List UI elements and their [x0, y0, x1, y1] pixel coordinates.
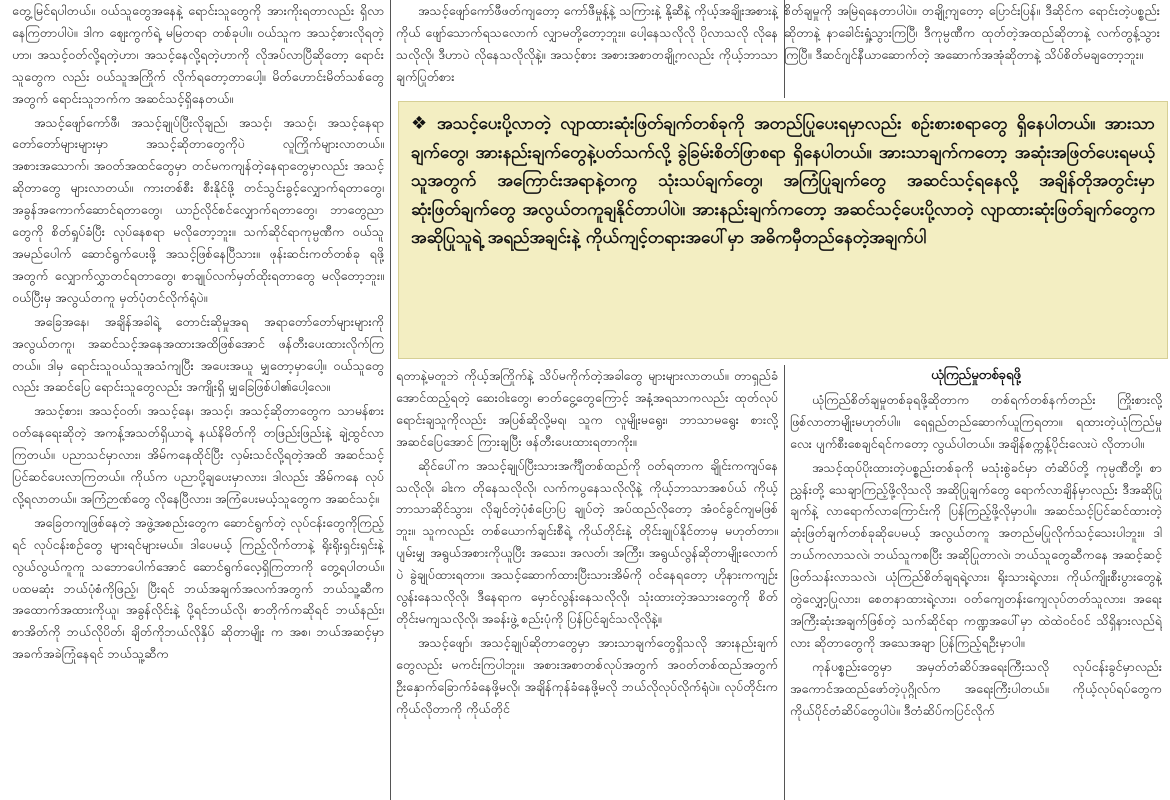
paragraph: ဆိုင်ပေါ်က အသင့်ချုပ်ပြီးသားအင်္ကျီတစ်ထည်ကို ဝတ်ရတာက ချိုင်းကကျပ်နေသလိုလို၊ ခါးက တိုနေသလိုလို၊ လက်ကပွနေသလိုလိုနဲ့ ကိုယ့်ဘာသာအစပ်ယ် ကိုယ့်ဘာသာဆိုင်သွား၊ လိုချင်တဲ့ပုံစံပြောပြ ချုပ်တဲ့ အပ်ထည်လိုတော့ အံဝင်ခွင်ကျမဖြစ်ဘူး။ သူကလည်း တစ်ယောက်ချင်းစီရဲ့ ကိုယ်တိုင်းနဲ့ တိုင်းချုပ်နိုင်တာမှ မဟုတ်တာ။ ပျမ်းမျှ အရွယ်အစားကိုယူပြီး အသေး၊ အလတ်၊ အကြီး၊ အရွယ်လွန်ဆိုတာမျိုးလောက်ပဲ ခွဲချုပ်ထားရတာ။ အသင့်ဆောက်ထားပြီးသားအိမ်ကို ဝင်နေရတော့ ဟိုနားကကျဉ်းလွန်းနေသလိုလို၊ ဒီနေရာက မှောင်လွန်းနေသလိုလို၊ သုံးထားတဲ့အသားတွေကို စိတ်တိုင်းမကျသလိုလို၊ အခန်းဖွဲ့ စည်းပုံကို ပြန်ပြင်ချင်သလိုလိုနဲ့။: [396, 457, 778, 626]
paragraph: အခြေတကျဖြစ်နေတဲ့ အဖွဲ့အစည်းတွေက ဆောင်ရွက်တဲ့ လုပ်ငန်းတွေကိုကြည့်ရင် လုပ်ငန်းစဉ်တွေ များရင်များမယ်။ ဒါပေမယ့် ကြည့်လိုက်တာနဲ့ ရိုးရိုးရှင်းရှင်းနဲ့ လွယ်လွယ်ကူကူ သဘောပေါက်အောင် ဆောင်ရွက်လေ့ရှိကြတာကို တွေ့ရပါတယ်။ ပထမဆုံး ဘယ်ပုံစံကိုဖြည့်၊ ပြီးရင် ဘယ်အချက်အလက်အတွက် ဘယ်သူ့ဆီက အထောက်အထားကိုယူ၊ အခွန်လိုင်းနဲ့ ပို့ရင်ဘယ်လို၊ စာတိုက်ကဆိုရင် ဘယ်နည်း၊ စာအိတ်ကို ဘယ်လိုပိတ်၊ ချိတ်ကိုဘယ်လိုနှိပ် ဆိုတာမျိုး က အစ၊ ဘယ်အဆင့်မှာ အခက်အခဲကြုံနေရင် ဘယ်သူ့ဆီက: [12, 514, 384, 662]
article-column-right-bottom: [790, 365, 1162, 800]
article-column-middle-top: [396, 0, 785, 98]
paragraph: ယုံကြည်စိတ်ချမှုတစ်ခုရဖို့ဆိုတာက တစ်ရက်တစ်နက်တည်း ကြိုးစားလို့ဖြစ်လာတာမျိုးမဟုတ်ပါ။ ရေရှည်တည်ဆောက်ယူကြရတာ။ ရထားတဲ့ယုံကြည်မှုလေး ပျက်စီးစေချင်ရင်ကတော့ လွယ်ပါတယ်။ အချိန်စက္ကန့်ပိုင်းလေးပဲ လိုတာပါ။: [790, 391, 1162, 451]
diamond-bullet-icon: ❖: [411, 113, 428, 134]
section-heading: ယုံကြည်မှုတစ်ခုရဖို့: [931, 368, 1021, 383]
paragraph: အသင့်ဖျော်၊ အသင့်ချုပ်ဆိုတာတွေမှာ အားသာချက်တွေရှိသလို အားနည်းချက်တွေလည်း မကင်းကြပါဘူး။ အစားအစာတစ်လုပ်အတွက် အဝတ်တစ်ထည်အတွက် ဦးနှောက်ခြောက်ခံနေဖို့မလို၊ အချိန်ကုန်ခံနေဖို့မလို ဘယ်လိုလုပ်လိုက်ရုံပဲ။ လုပ်တိုင်းက ကိုယ်လိုတာကို ကိုယ်တိုင်: [396, 634, 778, 716]
paragraph: အသင့်ဖျော်ကော်ဖီဖတ်ကျတော့ ကော်ဖီမှုန့်နဲ့ သကြားနဲ့ နို့ဆီနဲ့ ကိုယ့်အချိုးအစားနဲ့ကိုယ် ဖျော်သောက်ရသလောက် လျှာမတို့တော့ဘူး။ ပေါ့နေသလိုလို ပိုလာသလို လိုနေသလိုလို၊ ဒီဟာပဲ လိုနေသလိုလိုနဲ့။ အသင့်စား အစားအစာတချို့ကလည်း ကိုယ့်ဘာသာချက်ပြုတ်စား: [396, 3, 778, 84]
article-column-right-top: [784, 0, 1160, 98]
paragraph: ရတာနဲ့မတူဘဲ ကိုယ့်အကြိုက်နဲ့ သိပ်မကိုက်တဲ့အခါတွေ များများလာတယ်။ တာရှည်ခံအောင်ထည့်ရတဲ့ ဆေးဝါးတွေ၊ ဓာတ်ငွေ့တွေကြောင့် အနံ့အရသာကလည်း ထုတ်လုပ်ရောင်းချသူကိုလည်း အပြစ်ဆိုလို့မရ၊ သူက လူမျိုးမရွေး၊ ဘာသာမရွေး စားလို့အဆင်ပြေအောင် ကြားချပြီး ဖန်တီးပေးထားရတာကိုး။: [396, 368, 778, 449]
paragraph: အသင့်ဖျော်ကော်ဖီ၊ အသင့်ချုပ်ပြီးလိုချည်၊ အသင့်၊ အသင့်၊ အသင့်နေရာတော်တော်များများမှာ အသင့်ဆိုတာတွေကိုပဲ လူကြိုက်များလာတယ်။ အစားအသောက်၊ အဝတ်အထင်တွေမှာ တင်မကကျန်တဲ့နေရာတွေမှာလည်း အသင့်ဆိုတာတွေ များလာတယ်။ ကားတစ်စီး စီးနိုင်ဖို့ တင်သွင်းခွင့်လျှောက်ရတာတွေ၊ အခွန်အကောက်ဆောင်ရတာတွေ၊ ယာဉ်လိုင်စင်လျှောက်ရတာတွေ၊ ဘာတွေညာတွေကို စိတ်ရှုပ်ခံပြီး လုပ်နေစရာ မလိုတော့ဘူး။ သက်ဆိုင်ရာကုမ္ပဏီက ဝယ်သူအမည်ပေါက် ဆောင်ရွက်ပေးဖို့ အသင့်ဖြစ်နေပြီသား။ ဖုန်းဆင်းကတ်တစ်ခု ရဖို့အတွက် လျှောက်လွှာတင်ရတာတွေ၊ စာချုပ်လက်မှတ်ထိုးရတာတွေ မလိုတော့ဘူး။ ဝယ်ပြီးမှ အလွယ်တကူ မှတ်ပုံတင်လိုက်ရုံပဲ။: [12, 114, 384, 305]
article-column-middle-bottom: [396, 365, 785, 800]
pull-quote-text: အသင့်ပေးပို့လာတဲ့ လျာထားဆုံးဖြတ်ချက်တစ်ခုကို အတည်ပြုပေးရမှာလည်း စဉ်းစားစရာတွေ ရှိနေပါတယ်။ အားသာချက်တွေ၊ အားနည်းချက်တွေနဲ့ပတ်သက်လို့ ခွဲခြမ်းစိတ်ဖြာစရာ ရှိနေပါတယ်။ အားသာချက်ကတော့ အဆုံးအဖြတ်ပေးရမယ့်သူအတွက် အကြောင်းအရာနဲ့တကွ သုံးသပ်ချက်တွေ၊ အကြံပြုချက်တွေ အဆင်သင့်ရနေလို့ အချိန်တိုအတွင်းမှာ ဆုံးဖြတ်ချက်တွေ အလွယ်တကူချနိုင်တာပါပဲ။ အားနည်းချက်ကတော့ အဆင်သင့်ပေးပို့လာတဲ့ လျာထားဆုံးဖြတ်ချက်တွေက အဆိုပြုသူရဲ့ အရည်အချင်းနဲ့ ကိုယ်ကျင့်တရားအပေါ်မှာ အဓိကမှီတည်နေတဲ့အချက်ပါ: [411, 114, 1155, 248]
paragraph: အသင့်ထုပ်ပိုးထားတဲ့ပစ္စည်းတစ်ခုကို မသုံးစွဲခင်မှာ တံဆိပ်တို့ ကုမ္ပဏီတို့၊ စာညွှန်းတို့ သေချာကြည့်ဖို့လိုသလို အဆိုပြုချက်တွေ ရောက်လာချိန်မှာလည်း ဒီအဆိုပြုချက်နဲ့ လာရောက်လာကြောင်းကို ပြန်ကြည့်ဖို့လိုမှာပါ။ အဆင်သင့်ပြင်ဆင်ထားတဲ့ ဆုံးဖြတ်ချက်တစ်ခုဆိုပေမယ့် အလွယ်တကူ အတည်မပြုလိုက်သင့်သေးပါဘူး။ ဒါဘယ်ကလာသလဲ၊ ဘယ်သူကစပြီး အဆိုပြုတာလဲ၊ ဘယ်သူတွေဆီကနေ အဆင့်ဆင့်ဖြတ်သန်းလာသလဲ၊ ယုံကြည်စိတ်ချရရဲ့လား၊ ရိုးသားရဲ့လား၊ ကိုယ်ကျိုးစီးပွားတွေနဲ့ တွဲလျှော့ပြုလား၊ စေတနာထားရဲ့လား၊ ဝတ်ကျေတန်းကျေလုပ်တတ်သူလား၊ အရေးအကြီးဆုံးအချက်ဖြစ်တဲ့ သက်ဆိုင်ရာ ကဏ္ဍအပေါ်မှာ ထဲထဲဝင်ဝင် သိရှိနားလည်ရဲ့လား ဆိုတာတွေကို အသေအချာ ပြန်ကြည့်ရဦးမှာပါ။: [790, 459, 1162, 650]
paragraph: အသင့်စား၊ အသင့်ဝတ်၊ အသင့်နေ၊ အသင့်၊ အသင့်ဆိုတာတွေက သာမန်စားဝတ်နေရေးဆိုတဲ့ အကန့်အသတ်ရှိယာရဲ့ နယ်နိမိတ်ကို တဖြည်းဖြည်းနဲ့ ချဲ့ထွင်လာကြတယ်။ ပညာသင်မှာလား၊ အိမ်ကနေထိုင်ပြီး လှမ်းသင်လို့ရတဲ့အထိ အဆင်သင့်ပြင်ဆင်ပေးလာကြတယ်။ ကိုယ်က ပညာပို့ချပေးမှာလား၊ ဒါလည်း အိမ်ကနေ လုပ်လို့ရလာတယ်။ အကြံဉာဏ်တွေ လိုနေပြီလား၊ အကြံပေးမယ့်သူတွေက အဆင်သင့်။: [12, 403, 384, 506]
article-column-left: [12, 0, 391, 800]
paragraph: တွေ့မြင်ရပါတယ်။ ဝယ်သူတွေအနေနဲ့ ရောင်းသူတွေကို အားကိုးရတာလည်း ရှိလာနေကြတာပါပဲ။ ဒါက ဈေးကွက်ရဲ့ မမြတရာ တစ်ခုပါ။ ဝယ်သူက အသင့်စားလိုရတဲ့ဟာ၊ အသင့်ဝတ်လို့ရတဲ့ဟာ၊ အသင့်နေလို့ရတဲ့ဟာကို လိုအပ်လာပြီဆိုတော့ ရောင်းသူတွေက လည်း ဝယ်သူအကြိုက် လိုက်ရတော့တာပေါ့။ မိတ်ဟောင်းမိတ်သစ်တွေအတွက် ရောင်းသူဘက်က အဆင်သင့်ရှိနေတယ်။: [12, 3, 384, 106]
paragraph: ကုန်ပစ္စည်းတွေမှာ အမှတ်တံဆိပ်အရေးကြီးသလို လုပ်ငန်းခွင်မှာလည်း အကောင်အထည်ဖော်တဲ့ပုဂ္ဂိုလ်က အရေးကြီးပါတယ်။ ကိုယ့်လုပ်ရပ်တွေက ကိုယ်ပိုင်တံဆိပ်တွေပါပဲ။ ဒီတံဆိပ်ကပြင်လိုက်: [790, 658, 1162, 718]
pull-quote-box: [398, 101, 1168, 359]
paragraph: အခြေအနေ၊ အချိန်အခါရဲ့ တောင်းဆိုမှုအရ အရာတော်တော်များများကို အလွယ်တကူ၊ အဆင်သင့်အနေအထားအထိဖြစ်အောင် ဖန်တီးပေးထားလိုက်ကြတယ်။ ဒါမှ ရောင်းသူဝယ်သူအသံကျပြီး အပေးအယူ မျှတော့မှာပေါ့။ ဝယ်သူတွေလည်း အဆင်ပြေ ရောင်းသူတွေလည်း အကျိုးရှိ မျှခြေဖြစ်ပါ၏ပေါ့လေ။: [12, 313, 384, 395]
paragraph: စိတ်ချမှုကို အမြဲရနေတာပါပဲ။ တချို့ကျတော့ ပြောင်းပြန်။ ဒီဆိုင်က ရောင်းတဲ့ပစ္စည်းဆိုတာနဲ့ နာခေါင်းရှုံ့သွားကြပြီ၊ ဒီကုမ္ပဏီက ထုတ်တဲ့အထည်ဆိုတာနဲ့ လက်တွန့်သွားကြပြီ။ ဒီဆင်ဂျင်နီယာဆောက်တဲ့ အဆောက်အအုံဆိုတာနဲ့ သိပ်စိတ်မချတော့ဘူး။: [784, 3, 1160, 62]
